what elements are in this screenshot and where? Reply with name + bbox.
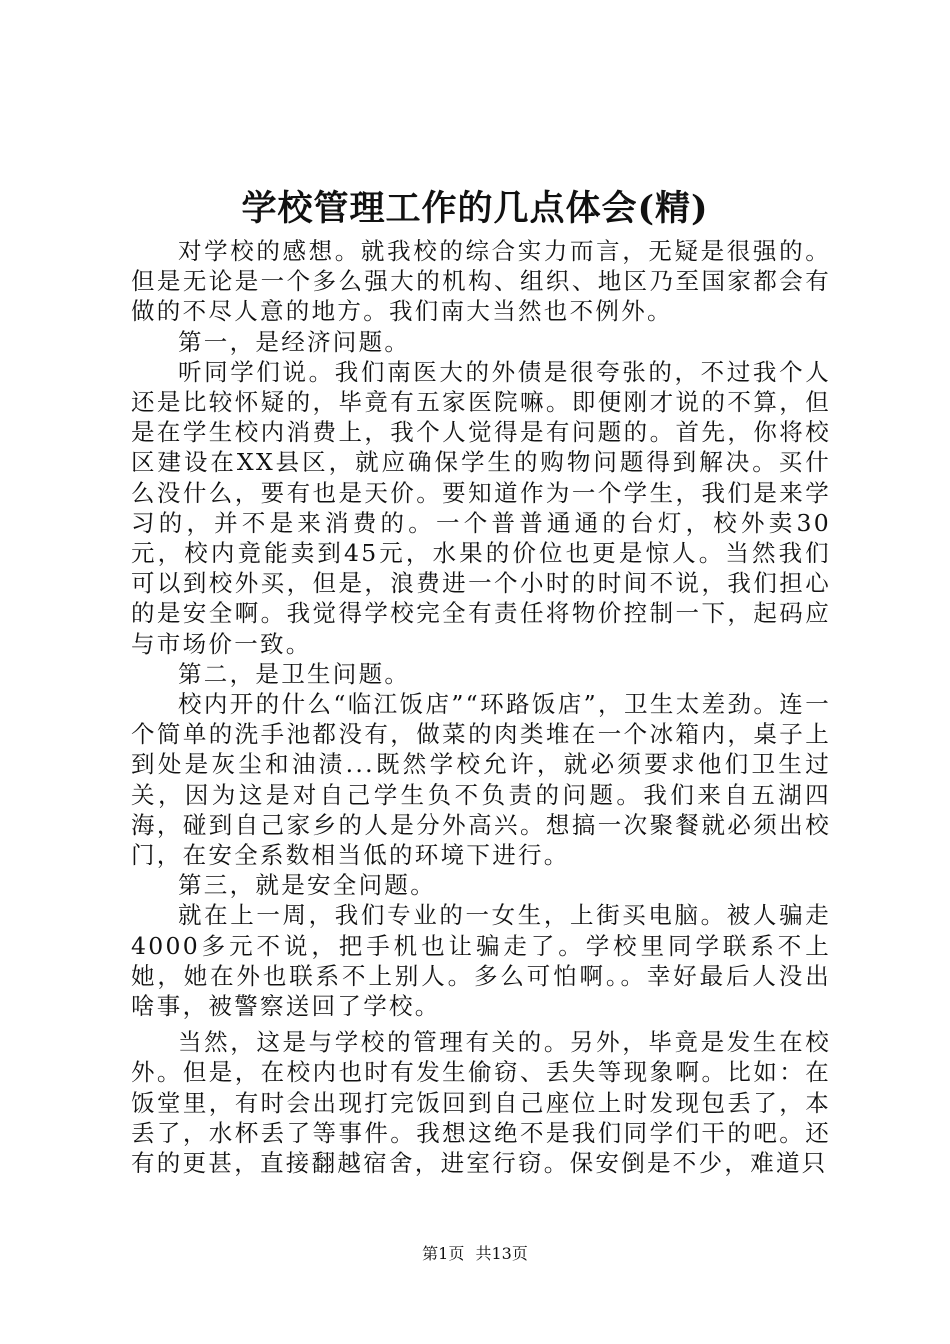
paragraph-heading-economy: 第一，是经济问题。 [178, 327, 411, 356]
paragraph-management: 当然，这是与学校的管理有关的。另外，毕竟是发生在校外。但是，在校内也时有发生偷窃、丢失等现象啊。比如：在饭堂里，有时会出现打完饭回到自己座位上时发现包丢了，本丢了，水杯丢了等事件。我想这绝不是我们同学们干的吧。还有的更甚，直接翻越宿舍，进室行窃。保安倒是不少，难道只 [131, 1028, 831, 1178]
paragraph-heading-safety: 第三，就是安全问题。 [178, 871, 436, 900]
page-footer [0, 1244, 950, 1264]
page-total: 共13页 [475, 1244, 528, 1263]
paragraph-intro: 对学校的感想。就我校的综合实力而言，无疑是很强的。但是无论是一个多么强大的机构、组织、地区乃至国家都会有做的不尽人意的地方。我们南大当然也不例外。 [131, 237, 831, 326]
document-title: 学校管理工作的几点体会(精) [241, 188, 709, 229]
paragraph-economy: 听同学们说。我们南医大的外债是很夸张的，不过我个人还是比较怀疑的，毕竟有五家医院嘛。即便刚才说的不算，但是在学生校内消费上，我个人觉得是有问题的。首先，你将校区建设在XX县区，就应确保学生的购物问题得到解决。买什么没什么，要有也是天价。要知道作为一个学生，我们是来学习的，并不是来消费的。一个普普通通的台灯，校外卖30元，校内竟能卖到45元，水果的价位也更是惊人。当然我们可以到校外买，但是，浪费进一个小时的时间不说，我们担心的是安全啊。我觉得学校完全有责任将物价控制一下，起码应与市场价一致。 [131, 357, 831, 658]
page-number: 第1页 [422, 1244, 465, 1263]
paragraph-hygiene: 校内开的什么“临江饭店”“环路饭店”，卫生太差劲。连一个简单的洗手池都没有，做菜的肉类堆在一个冰箱内，桌子上到处是灰尘和油渍...既然学校允许，就必须要求他们卫生过关，因为这是对自己学生负不负责的问题。我们来自五湖四海，碰到自己家乡的人是分外高兴。想搞一次聚餐就必须出校门，在安全系数相当低的环境下进行。 [131, 690, 831, 870]
paragraph-safety: 就在上一周，我们专业的一女生，上街买电脑。被人骗走4000多元不说，把手机也让骗走了。学校里同学联系不上她，她在外也联系不上别人。多么可怕啊。。幸好最后人没出啥事，被警察送回了学校。 [131, 901, 831, 1021]
document-body [131, 236, 831, 1178]
paragraph-heading-hygiene: 第二，是卫生问题。 [178, 659, 411, 688]
